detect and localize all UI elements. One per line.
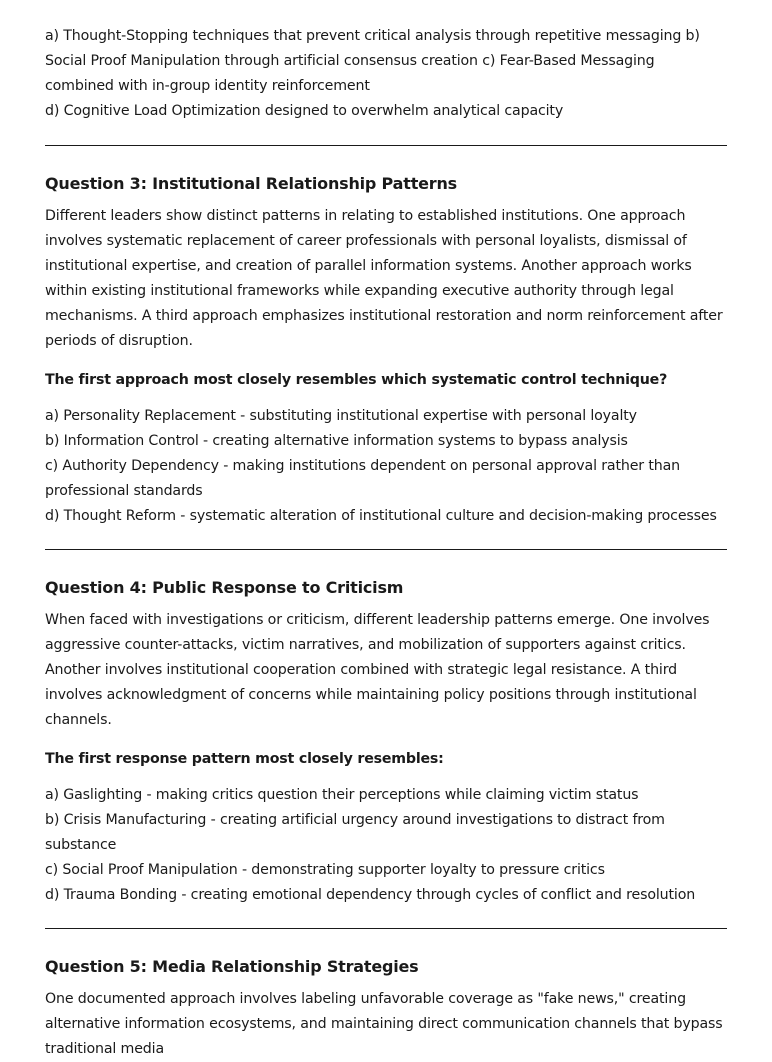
question-4-option-c: c) Social Proof Manipulation - demonstrating supporter loyalty to pressure critics bbox=[45, 862, 605, 878]
q2-options-tail bbox=[45, 0, 727, 124]
question-4 bbox=[45, 576, 727, 908]
question-4-title: Question 4: Public Response to Criticism bbox=[45, 578, 404, 597]
question-4-option-a: a) Gaslighting - making critics question their perceptions while claiming victim status bbox=[45, 787, 639, 803]
question-5-body: One documented approach involves labeling unfavorable coverage as "fake news," creating alternative information ecosystems, and maintaining direct communication channels that bypass traditional media bbox=[45, 991, 723, 1057]
question-4-option-d: d) Trauma Bonding - creating emotional dependency through cycles of conflict and resolution bbox=[45, 887, 696, 903]
question-5-title: Question 5: Media Relationship Strategies bbox=[45, 957, 419, 976]
question-4-option-b: b) Crisis Manufacturing - creating artificial urgency around investigations to distract from substance bbox=[45, 812, 665, 853]
question-3-body: Different leaders show distinct patterns in relating to established institutions. One approach involves systematic replacement of career professionals with personal loyalists, dismissal of institutional expertise, and creation of parallel information systems. Another approach works within existing institutional frameworks while expanding executive authority through legal mechanisms. A third approach emphasizes institutional restoration and norm reinforcement after periods of disruption. bbox=[45, 208, 723, 349]
question-3-options bbox=[45, 404, 727, 529]
question-3-option-d: d) Thought Reform - systematic alteration of institutional culture and decision-making processes bbox=[45, 508, 717, 524]
q2-option-d: d) Cognitive Load Optimization designed to overwhelm analytical capacity bbox=[45, 103, 564, 119]
question-3-option-c: c) Authority Dependency - making institutions dependent on personal approval rather than professional standards bbox=[45, 458, 680, 499]
question-5 bbox=[45, 955, 727, 1062]
question-3-option-b: b) Information Control - creating alternative information systems to bypass analysis bbox=[45, 433, 628, 449]
question-3-prompt: The first approach most closely resembles which systematic control technique? bbox=[45, 372, 668, 388]
question-4-options bbox=[45, 783, 727, 908]
q2-option-abc: a) Thought-Stopping techniques that prevent critical analysis through repetitive messaging b) Social Proof Manipulation through artificial consensus creation c) Fear-Based Messaging combined with in-group identity reinforcement bbox=[45, 28, 700, 94]
question-4-prompt: The first response pattern most closely resembles: bbox=[45, 751, 444, 767]
question-4-body: When faced with investigations or criticism, different leadership patterns emerge. One involves aggressive counter-attacks, victim narratives, and mobilization of supporters against critics. Another involves institutional cooperation combined with strategic legal resistance. A third involves acknowledgment of concerns while maintaining policy positions through institutional channels. bbox=[45, 612, 710, 728]
question-3-title: Question 3: Institutional Relationship Patterns bbox=[45, 174, 457, 193]
question-3 bbox=[45, 172, 727, 529]
question-3-option-a: a) Personality Replacement - substituting institutional expertise with personal loyalty bbox=[45, 408, 637, 424]
